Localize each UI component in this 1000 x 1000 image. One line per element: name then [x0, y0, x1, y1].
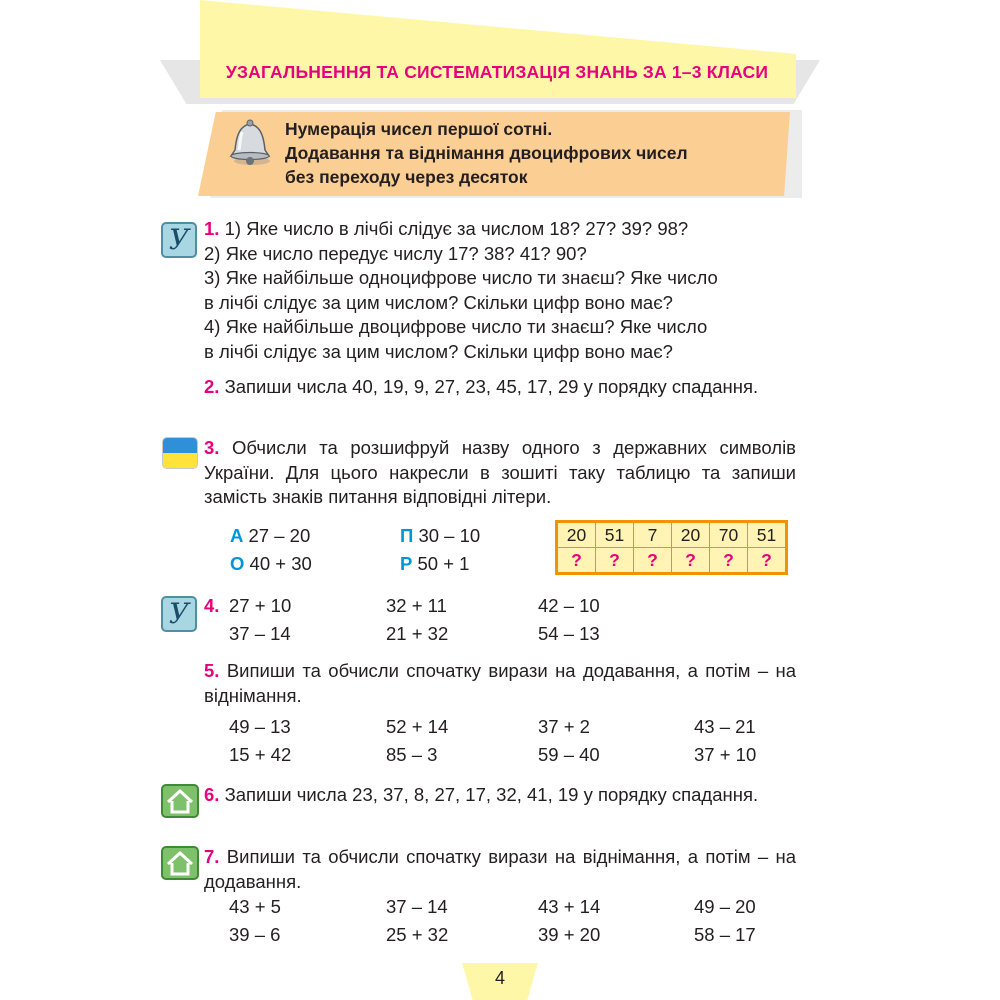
table-cell: 20 — [557, 522, 596, 548]
exercise-4-number: 4. — [204, 595, 220, 616]
table-cell: 7 — [634, 522, 672, 548]
exercise-6-text: Запиши числа 23, 37, 8, 27, 17, 32, 41, 19 у порядку спадання. — [224, 784, 759, 805]
expression: 37 – 14 — [386, 896, 448, 917]
expression: 37 + 10 — [694, 744, 757, 765]
exercise-6 — [204, 783, 796, 808]
exercise-3 — [204, 436, 796, 510]
exercise-1-line-6: в лічбі слідує за цим числом? Скільки цифр воно має? — [204, 340, 673, 362]
home-icon — [161, 784, 199, 818]
header-banner — [200, 0, 796, 98]
table-cell: ? — [748, 548, 787, 574]
table-cell: ? — [710, 548, 748, 574]
topic-line-2: Додавання та віднімання двоцифрових чисел — [285, 143, 688, 163]
table-cell: ? — [596, 548, 634, 574]
page-number: 4 — [494, 968, 505, 988]
exercise-2 — [204, 375, 796, 400]
exercise-number: 3. — [204, 437, 220, 458]
oral-task-icon: У — [161, 222, 197, 258]
exercise-1 — [204, 217, 796, 364]
table-cell: ? — [672, 548, 710, 574]
exercise-1-line-3: 3) Яке найбільше одноцифрове число ти знаєш? Яке число — [204, 267, 718, 288]
page-title: УЗАГАЛЬНЕННЯ ТА СИСТЕМАТИЗАЦІЯ ЗНАНЬ ЗА 1–3 КЛАСИ — [225, 62, 769, 82]
expression: 49 – 13 — [229, 716, 291, 737]
cipher-item: П 30 – 10 — [400, 525, 481, 546]
expression: 54 – 13 — [538, 623, 600, 644]
exercise-1-line-4: в лічбі слідує за цим числом? Скільки цифр воно має? — [204, 291, 673, 313]
cipher-item: Р 50 + 1 — [400, 553, 470, 574]
expression: 37 + 2 — [538, 716, 590, 737]
topic-line-3: без переходу через десяток — [285, 167, 528, 187]
cipher-table — [555, 520, 788, 575]
expression: 32 + 11 — [386, 595, 447, 616]
expression: 49 – 20 — [694, 896, 756, 917]
expression: 21 + 32 — [386, 623, 449, 644]
table-cell: ? — [557, 548, 596, 574]
topic-line-1: Нумерація чисел першої сотні. — [285, 119, 553, 139]
expression: 39 – 6 — [229, 924, 281, 945]
exercise-1-line-1: 1) Яке число в лічбі слідує за числом 18? 27? 39? 98? — [224, 218, 689, 239]
expression: 59 – 40 — [538, 744, 600, 765]
expression: 25 + 32 — [386, 924, 449, 945]
exercise-number: 1. — [204, 218, 220, 239]
expression: 27 + 10 — [229, 595, 292, 616]
exercise-5 — [204, 659, 796, 708]
table-cell: 51 — [748, 522, 787, 548]
table-cell: 20 — [672, 522, 710, 548]
cipher-item: О 40 + 30 — [230, 553, 312, 574]
expression: 85 – 3 — [386, 744, 438, 765]
expression: 43 + 5 — [229, 896, 281, 917]
home-icon — [161, 846, 199, 880]
table-cell: 70 — [710, 522, 748, 548]
expression: 43 – 21 — [694, 716, 756, 737]
exercise-number: 6. — [204, 784, 220, 805]
exercise-7-text: Випиши та обчисли спочатку вирази на віднімання, а потім – на додавання. — [204, 846, 796, 892]
expression: 43 + 14 — [538, 896, 601, 917]
cipher-item: А 27 – 20 — [230, 525, 311, 546]
table-cell: 51 — [596, 522, 634, 548]
expression: 42 – 10 — [538, 595, 600, 616]
cipher-table-letters-row — [557, 548, 787, 574]
cipher-table-numbers-row — [557, 522, 787, 548]
exercise-1-line-5: 4) Яке найбільше двоцифрове число ти знаєш? Яке число — [204, 316, 708, 337]
exercise-7 — [204, 845, 796, 894]
bell-icon — [228, 118, 274, 168]
topic-text — [285, 117, 785, 189]
expression: 15 + 42 — [229, 744, 292, 765]
exercise-number: 7. — [204, 846, 220, 867]
exercise-2-text: Запиши числа 40, 19, 9, 27, 23, 45, 17, 29 у порядку спадання. — [224, 376, 759, 397]
table-cell: ? — [634, 548, 672, 574]
expression: 37 – 14 — [229, 623, 291, 644]
expression: 52 + 14 — [386, 716, 449, 737]
exercise-5-text: Випиши та обчисли спочатку вирази на додавання, а потім – на віднімання. — [204, 660, 796, 706]
exercise-number: 2. — [204, 376, 220, 397]
ukraine-flag-icon — [162, 437, 198, 469]
exercise-1-line-2: 2) Яке число передує числу 17? 38? 41? 90? — [204, 242, 587, 264]
oral-task-icon: У — [161, 596, 197, 632]
expression: 58 – 17 — [694, 924, 756, 945]
exercise-3-text: Обчисли та розшифруй назву одного з державних символів України. Для цього накресли в зошиті таку таблицю та запиши замість знаків питання відповідні літери. — [204, 437, 797, 507]
expression: 39 + 20 — [538, 924, 601, 945]
exercise-number: 5. — [204, 660, 220, 681]
